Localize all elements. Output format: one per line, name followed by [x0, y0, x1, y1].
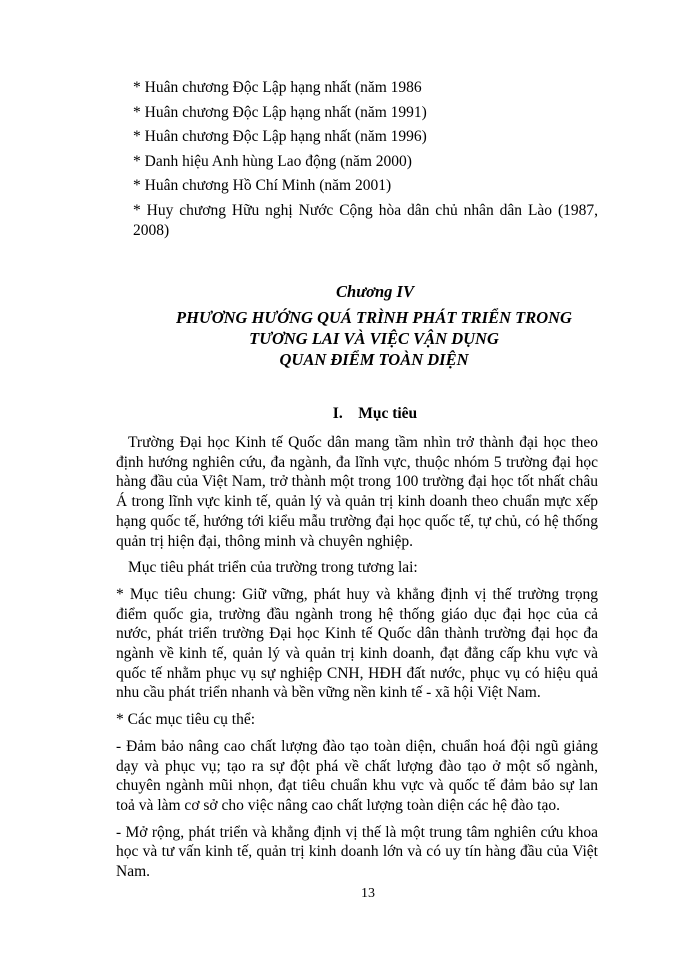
- award-item: * Huân chương Độc Lập hạng nhất (năm 1986: [133, 79, 422, 96]
- paragraph: Trường Đại học Kinh tế Quốc dân mang tầm nhìn trở thành đại học theo định hướng nghiên cứu, đa ngành, đa lĩnh vực, thuộc nhóm 5 trường đại học hàng đầu của Việt Nam, trở thành một trong 100 trường đại học tốt nhất châu Á trong lĩnh vực kinh tế, quản lý và quản trị kinh doanh theo chuẩn mực xếp hạng quốc tế, hướng tới kiểu mẫu trường đại học quốc tế, tự chủ, có hệ thống quản trị hiện đại, thông minh và chuyên nghiệp.: [116, 434, 598, 550]
- paragraph: - Đảm bảo nâng cao chất lượng đào tạo toàn diện, chuẩn hoá đội ngũ giảng dạy và phục vụ; tạo ra sự đột phá về chất lượng đào tạo ở một số ngành, chuyên ngành mũi nhọn, đạt tiêu chuẩn khu vực và quốc tế đảm bảo sự lan toả và làm cơ sở cho việc nâng cao chất lượng toàn diện các hệ đào tạo.: [116, 737, 598, 814]
- award-item: * Huân chương Độc Lập hạng nhất (năm 1996): [133, 128, 427, 145]
- section-body: [116, 433, 598, 889]
- chapter-title: Chương IV: [336, 282, 414, 301]
- chapter-heading: [120, 307, 628, 370]
- award-item: * Danh hiệu Anh hùng Lao động (năm 2000): [133, 152, 412, 170]
- award-item: * Huân chương Hồ Chí Minh (năm 2001): [133, 177, 392, 194]
- chapter-heading-line: QUAN ĐIỂM TOÀN DIỆN: [279, 350, 469, 369]
- paragraph: * Mục tiêu chung: Giữ vững, phát huy và khẳng định vị thế trường trọng điểm quốc gia, trường đầu ngành trong hệ thống giáo dục đại học của cả nước, phát triển trường Đại học Kinh tế Quốc dân thành trường đại học đa ngành về kinh tế, quản lý và quản trị kinh doanh, đạt đẳng cấp khu vực và quốc tế nhằm phục vụ sự nghiệp CNH, HĐH đất nước, phục vụ có hiệu quả nhu cầu phát triển nhanh và bền vững nền kinh tế - xã hội Việt Nam.: [116, 585, 598, 702]
- chapter-heading-line: TƯƠNG LAI VÀ VIỆC VẬN DỤNG: [249, 329, 499, 348]
- chapter-heading-line: PHƯƠNG HƯỚNG QUÁ TRÌNH PHÁT TRIỂN TRONG: [176, 308, 572, 327]
- award-item: * Huân chương Độc Lập hạng nhất (năm 1991): [133, 103, 427, 121]
- awards-list: [133, 78, 598, 245]
- award-item: * Huy chương Hữu nghị Nước Cộng hòa dân chủ nhân dân Lào (1987, 2008): [133, 201, 598, 239]
- section-title: I. Mục tiêu: [332, 405, 418, 422]
- paragraph: - Mở rộng, phát triển và khẳng định vị thế là một trung tâm nghiên cứu khoa học và tư vấn kinh tế, quản trị kinh doanh lớn và có uy tín hàng đầu của Việt Nam.: [116, 823, 598, 881]
- paragraph: * Các mục tiêu cụ thể:: [116, 711, 256, 729]
- paragraph: Mục tiêu phát triển của trường trong tương lai:: [128, 559, 418, 577]
- page-number: 13: [361, 886, 375, 901]
